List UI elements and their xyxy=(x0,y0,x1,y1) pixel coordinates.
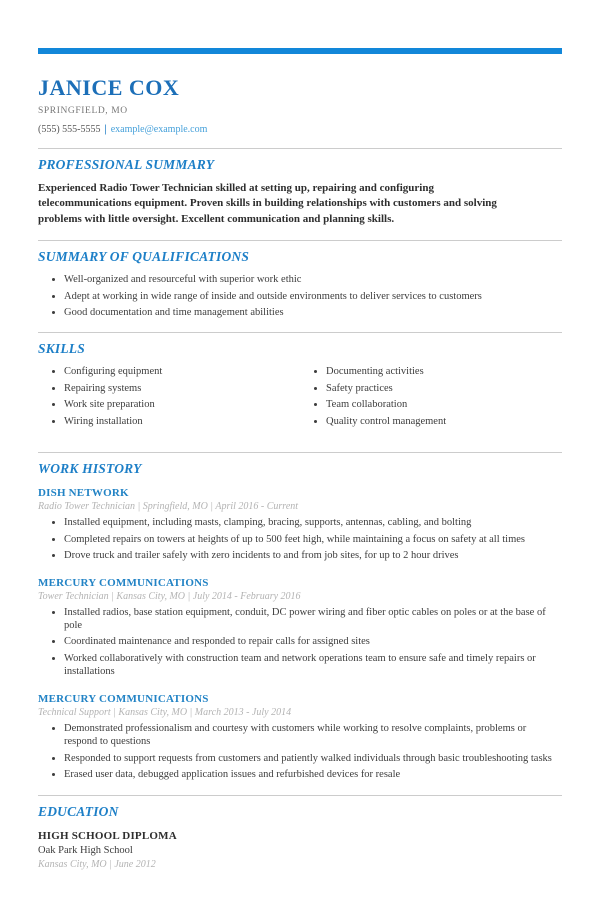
list-item: • Work site preparation xyxy=(64,398,300,411)
section-qualifications xyxy=(38,240,562,319)
list-item: • Installed radios, base station equipment, conduit, DC power wiring and fiber optic cables on poles or at the base of pole xyxy=(64,606,562,633)
list-item: • Worked collaboratively with construction team and network operations team to ensure safe and timely repairs or installations xyxy=(64,652,562,679)
job-entry xyxy=(38,487,562,562)
professional-summary-text: Experienced Radio Tower Technician skilled at setting up, repairing and configuring telecommunications equipment. Proven skills in building relationships with customers and solving problems with little oversight. Excellent communication and planning skills. xyxy=(38,182,497,225)
list-item: • Drove truck and trailer safely with zero incidents to and from job sites, for up to 2 hour drives xyxy=(64,549,562,562)
list-item: • Safety practices xyxy=(326,382,562,395)
job-entry xyxy=(38,577,562,679)
education-entry xyxy=(38,830,562,870)
resume-name: JANICE COX xyxy=(38,75,180,100)
section-heading-education: EDUCATION xyxy=(38,804,119,820)
section-heading-qualifications: SUMMARY OF QUALIFICATIONS xyxy=(38,249,250,265)
email-link[interactable]: example@example.com xyxy=(110,124,208,135)
job-meta: Radio Tower Technician | Springfield, MO | April 2016 - Current xyxy=(38,501,299,513)
skills-list-left xyxy=(38,365,300,431)
section-skills xyxy=(38,332,562,439)
job-meta: Technical Support | Kansas City, MO | March 2013 - July 2014 xyxy=(38,706,292,718)
job-meta: Tower Technician | Kansas City, MO | July 2014 - February 2016 xyxy=(38,590,301,602)
list-item: • Wiring installation xyxy=(64,415,300,428)
list-item: • Adept at working in wide range of inside and outside environments to deliver services to customers xyxy=(64,290,562,303)
education-degree: HIGH SCHOOL DIPLOMA xyxy=(38,830,177,843)
list-item: • Quality control management xyxy=(326,415,562,428)
contact-separator: | xyxy=(104,124,107,135)
section-heading-work-history: WORK HISTORY xyxy=(38,461,142,477)
top-accent-bar xyxy=(38,48,562,54)
list-item: • Coordinated maintenance and responded to repair calls for assigned sites xyxy=(64,635,562,648)
job-bullets xyxy=(38,516,562,562)
education-meta: Kansas City, MO | June 2012 xyxy=(38,859,156,871)
resume-location: SPRINGFIELD, MO xyxy=(38,106,128,116)
list-item: • Well-organized and resourceful with superior work ethic xyxy=(64,273,562,286)
list-item: • Configuring equipment xyxy=(64,365,300,378)
list-item: • Team collaboration xyxy=(326,398,562,411)
list-item: • Good documentation and time management abilities xyxy=(64,306,562,319)
list-item: • Responded to support requests from customers and patiently walked individuals through basic troubleshooting tasks xyxy=(64,752,562,765)
phone-number: (555) 555-5555 xyxy=(38,124,101,135)
list-item: • Installed equipment, including masts, clamping, bracing, supports, antennas, cabling, and bolting xyxy=(64,516,562,529)
job-company: MERCURY COMMUNICATIONS xyxy=(38,576,209,589)
section-work-history xyxy=(38,452,562,781)
section-professional-summary xyxy=(38,148,562,227)
skills-columns xyxy=(38,357,562,439)
list-item: • Erased user data, debugged application issues and refurbished devices for resale xyxy=(64,768,562,781)
education-school: Oak Park High School xyxy=(38,845,133,857)
contact-line xyxy=(38,124,562,135)
list-item: • Demonstrated professionalism and courtesy with customers while working to resolve complaints, problems or respond to questions xyxy=(64,722,562,749)
job-entry xyxy=(38,693,562,782)
list-item: • Documenting activities xyxy=(326,365,562,378)
section-education xyxy=(38,795,562,870)
job-company: MERCURY COMMUNICATIONS xyxy=(38,692,209,705)
section-heading-professional-summary: PROFESSIONAL SUMMARY xyxy=(38,157,215,172)
skills-list-right xyxy=(300,365,562,431)
qualifications-list xyxy=(38,273,562,319)
section-heading-skills: SKILLS xyxy=(38,341,85,357)
list-item: • Repairing systems xyxy=(64,382,300,395)
job-company: DISH NETWORK xyxy=(38,487,129,500)
list-item: • Completed repairs on towers at heights of up to 500 feet high, while maintaining a focus on safety at all times xyxy=(64,533,562,546)
job-bullets xyxy=(38,722,562,782)
job-bullets xyxy=(38,606,562,679)
